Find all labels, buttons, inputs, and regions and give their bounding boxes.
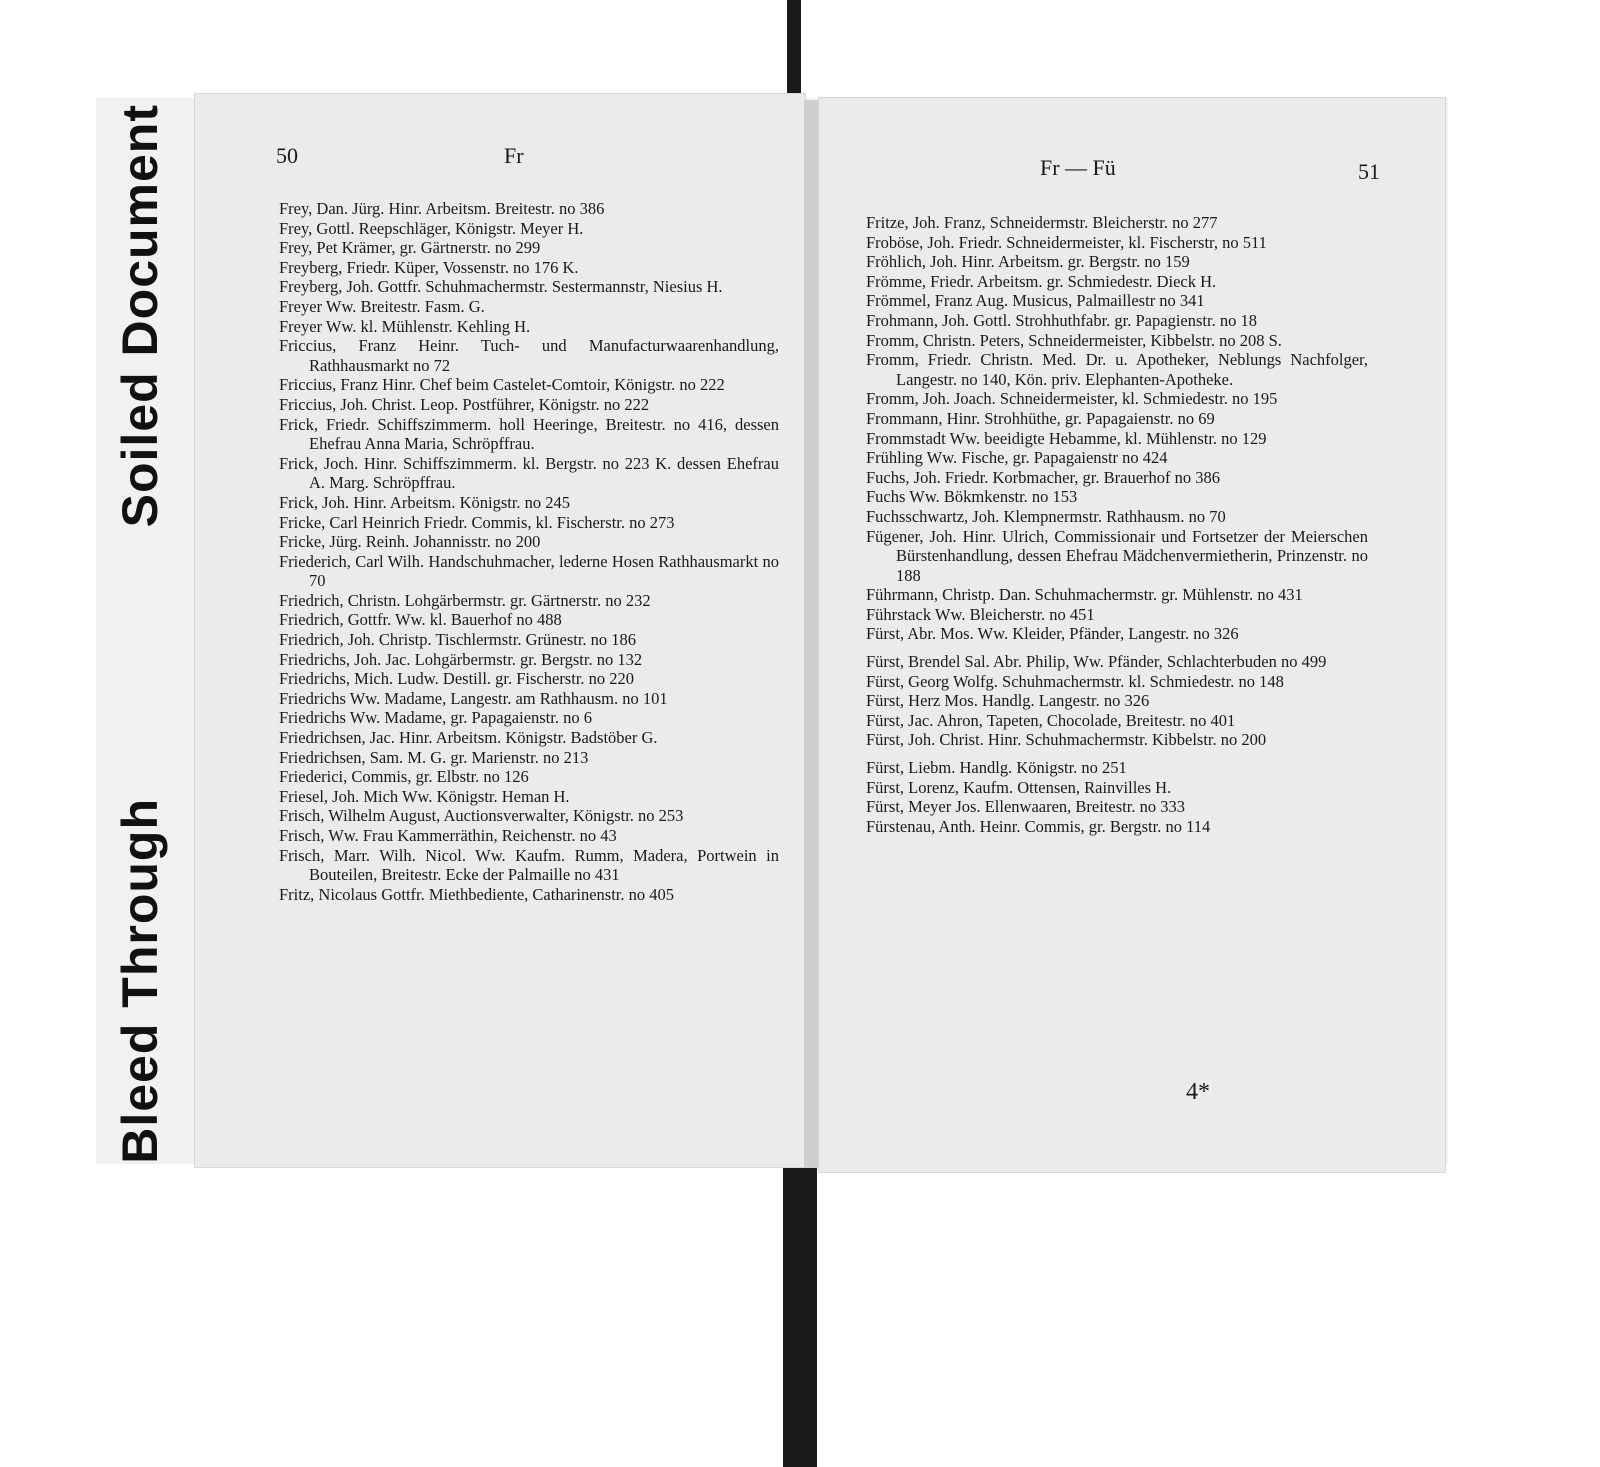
- directory-entry: Fuchs Ww. Bökmkenstr. no 153: [866, 487, 1078, 507]
- directory-entry: Frick, Friedr. Schiffszimmerm. holl Heeringe, Breitestr. no 416, dessen Ehefrau Anna Maria, Schröpffrau.: [279, 414, 779, 454]
- right-page: [818, 97, 1446, 1173]
- directory-entry: Friccius, Joh. Christ. Leop. Postführer, Königstr. no 222: [279, 394, 650, 414]
- left-entry-list: [279, 199, 779, 904]
- directory-entry: Fröhlich, Joh. Hinr. Arbeitsm. gr. Bergstr. no 159: [866, 252, 1190, 272]
- directory-entry: Führmann, Christp. Dan. Schuhmachermstr. gr. Mühlenstr. no 431: [866, 585, 1303, 605]
- directory-entry: Friedrichs Ww. Madame, Langestr. am Rathhausm. no 101: [279, 688, 668, 708]
- directory-entry: Friedrichs, Mich. Ludw. Destill. gr. Fischerstr. no 220: [279, 669, 635, 689]
- left-page-number: 50: [276, 143, 298, 168]
- directory-entry: Fritze, Joh. Franz, Schneidermstr. Bleicherstr. no 277: [866, 213, 1218, 232]
- directory-entry: Fricke, Carl Heinrich Friedr. Commis, kl. Fischerstr. no 273: [279, 512, 675, 532]
- watermark-bleed-through: Bleed Through: [112, 798, 168, 1164]
- directory-entry: Friederici, Commis, gr. Elbstr. no 126: [279, 767, 529, 787]
- directory-entry: Frühling Ww. Fische, gr. Papagaienstr no 424: [866, 448, 1168, 468]
- directory-entry: Frick, Joch. Hinr. Schiffszimmerm. kl. Bergstr. no 223 K. dessen Ehefrau A. Marg. Schröpffrau.: [279, 453, 779, 493]
- directory-entry: Frisch, Ww. Frau Kammerräthin, Reichenstr. no 43: [279, 826, 617, 845]
- directory-entry: Fromm, Friedr. Christn. Med. Dr. u. Apotheker, Neblungs Nachfolger, Langestr. no 140, Kön. priv. Elephanten-Apotheke.: [866, 350, 1368, 389]
- directory-entry: Führstack Ww. Bleicherstr. no 451: [866, 604, 1095, 624]
- directory-entry: Fürst, Jac. Ahron, Tapeten, Chocolade, Breitestr. no 401: [866, 710, 1236, 730]
- directory-entry: Friedrichs, Joh. Jac. Lohgärbermstr. gr. Bergstr. no 132: [279, 649, 643, 669]
- directory-entry: Friesel, Joh. Mich Ww. Königstr. Heman H.: [279, 786, 570, 806]
- directory-entry: Fürst, Lorenz, Kaufm. Ottensen, Rainvilles H.: [866, 777, 1172, 797]
- directory-entry: Freyer Ww. kl. Mühlenstr. Kehling H.: [279, 316, 531, 336]
- left-running-head: Fr: [504, 143, 524, 168]
- signature-mark: 4*: [1186, 1079, 1210, 1105]
- watermark-label: [112, 104, 168, 1164]
- directory-entry: Frey, Gottl. Reepschläger, Königstr. Meyer H.: [279, 218, 584, 238]
- directory-entry: Friedrich, Christn. Lohgärbermstr. gr. Gärtnerstr. no 232: [279, 590, 651, 610]
- directory-entry: Fürst, Liebm. Handlg. Königstr. no 251: [866, 758, 1127, 778]
- watermark-soiled-document: Soiled Document: [112, 104, 168, 528]
- right-page-number: 51: [1358, 159, 1380, 184]
- directory-entry: Freyberg, Joh. Gottfr. Schuhmachermstr. Sestermannstr, Niesius H.: [279, 277, 723, 297]
- directory-entry: Fuchs, Joh. Friedr. Korbmacher, gr. Brauerhof no 386: [866, 467, 1221, 487]
- right-running-head: Fr — Fü: [1040, 155, 1116, 180]
- directory-entry: Fürst, Herz Mos. Handlg. Langestr. no 326: [866, 691, 1150, 711]
- directory-entry: Friedrichsen, Sam. M. G. gr. Marienstr. no 213: [279, 747, 589, 767]
- directory-entry: Fricke, Jürg. Reinh. Johannisstr. no 200: [279, 532, 541, 552]
- directory-entry: Fuchsschwartz, Joh. Klempnermstr. Rathhausm. no 70: [866, 506, 1226, 526]
- directory-entry: Freyer Ww. Breitestr. Fasm. G.: [279, 296, 485, 316]
- directory-entry: Frick, Joh. Hinr. Arbeitsm. Königstr. no 245: [279, 492, 571, 512]
- binding-spine-bottom: [783, 1168, 817, 1467]
- directory-entry: Fürst, Georg Wolfg. Schuhmachermstr. kl. Schmiedestr. no 148: [866, 671, 1284, 691]
- directory-entry: Froböse, Joh. Friedr. Schneidermeister, kl. Fischerstr, no 511: [866, 232, 1267, 252]
- directory-entry: Frisch, Marr. Wilh. Nicol. Ww. Kaufm. Rumm, Madera, Portwein in Bouteilen, Breitestr. Ecke der Palmaille no 431: [279, 845, 779, 885]
- directory-entry: Frömme, Friedr. Arbeitsm. gr. Schmiedestr. Dieck H.: [866, 271, 1217, 291]
- directory-entry: Friedrichsen, Jac. Hinr. Arbeitsm. Königstr. Badstöber G.: [279, 728, 658, 748]
- directory-entry: Frohmann, Joh. Gottl. Strohhuthfabr. gr. Papagienstr. no 18: [866, 310, 1257, 330]
- directory-entry: Fromm, Christn. Peters, Schneidermeister, Kibbelstr. no 208 S.: [866, 330, 1282, 350]
- left-page: [194, 93, 806, 1168]
- directory-entry: Frömmel, Franz Aug. Musicus, Palmaillestr no 341: [866, 291, 1205, 311]
- directory-entry: Friedrich, Joh. Christp. Tischlermstr. Grünestr. no 186: [279, 630, 637, 650]
- directory-entry: Friccius, Franz Hinr. Chef beim Castelet-Comtoir, Königstr. no 222: [279, 375, 725, 395]
- directory-entry: Freyberg, Friedr. Küper, Vossenstr. no 176 K.: [279, 257, 579, 277]
- directory-entry: Friccius, Franz Heinr. Tuch- und Manufacturwaarenhandlung, Rathhausmarkt no 72: [279, 336, 779, 375]
- directory-entry: Frisch, Wilhelm August, Auctionsverwalter, Königstr. no 253: [279, 806, 684, 826]
- directory-entry: Frommann, Hinr. Strohhüthe, gr. Papagaienstr. no 69: [866, 408, 1215, 428]
- directory-entry: Fürst, Abr. Mos. Ww. Kleider, Pfänder, Langestr. no 326: [866, 624, 1239, 644]
- directory-entry: Friedrichs Ww. Madame, gr. Papagaienstr. no 6: [279, 708, 592, 728]
- directory-entry: Fürst, Meyer Jos. Ellenwaaren, Breitestr. no 333: [866, 797, 1185, 817]
- directory-entry: Frey, Dan. Jürg. Hinr. Arbeitsm. Breitestr. no 386: [279, 199, 605, 218]
- directory-entry: Friederich, Carl Wilh. Handschuhmacher, lederne Hosen Rathhausmarkt no 70: [279, 551, 779, 591]
- page-gutter: [804, 100, 818, 1168]
- directory-entry: Fügener, Joh. Hinr. Ulrich, Commissionair und Fortsetzer der Meierschen Bürstenhandlung, dessen Ehefrau Mädchenvermietherin, Prinzenstr. no 188: [866, 526, 1368, 585]
- directory-entry: Fürstenau, Anth. Heinr. Commis, gr. Bergstr. no 114: [866, 816, 1211, 836]
- directory-entry: Fürst, Brendel Sal. Abr. Philip, Ww. Pfänder, Schlachterbuden no 499: [866, 652, 1327, 672]
- directory-entry: Friedrich, Gottfr. Ww. kl. Bauerhof no 488: [279, 610, 562, 630]
- directory-entry: Fromm, Joh. Joach. Schneidermeister, kl. Schmiedestr. no 195: [866, 389, 1278, 409]
- right-entry-list: [866, 213, 1368, 836]
- directory-entry: Fritz, Nicolaus Gottfr. Miethbediente, Catharinenstr. no 405: [279, 884, 675, 904]
- directory-entry: Frey, Pet Krämer, gr. Gärtnerstr. no 299: [279, 238, 541, 258]
- directory-entry: Frommstadt Ww. beeidigte Hebamme, kl. Mühlenstr. no 129: [866, 428, 1267, 448]
- directory-entry: Fürst, Joh. Christ. Hinr. Schuhmachermstr. Kibbelstr. no 200: [866, 730, 1267, 750]
